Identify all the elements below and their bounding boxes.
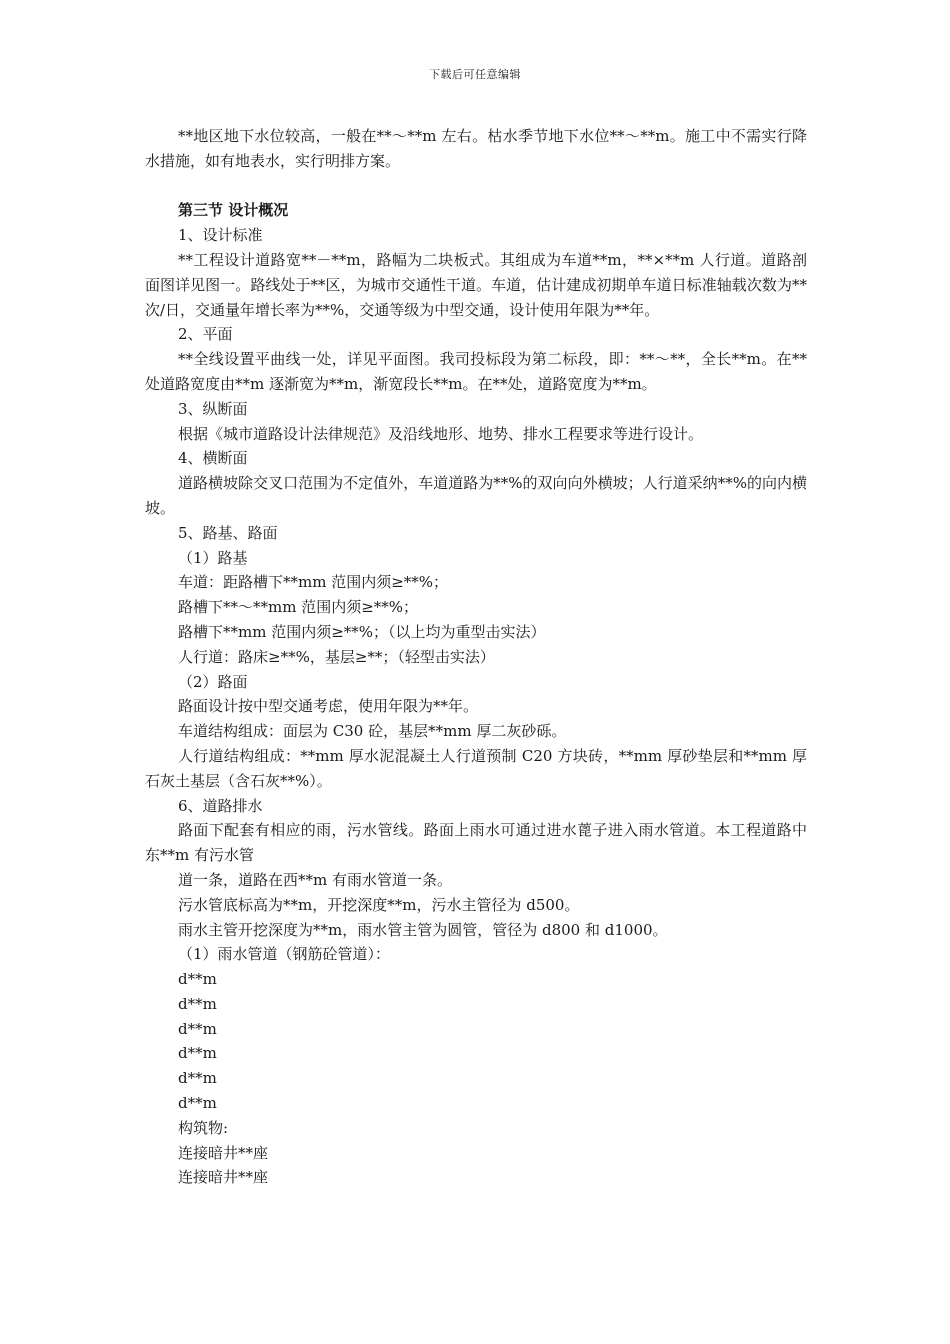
subheading-design-standard: 1、设计标准	[178, 226, 263, 245]
paragraph-cross-section: 道路横坡除交叉口范围为不定值外，车道道路为**%的双向向外横坡；人行道采纳**%的向内横坡。	[145, 474, 807, 517]
list-item: 连接暗井**座	[178, 1168, 269, 1187]
line-item: 路槽下**mm 范围内须≥**%；（以上均为重型击实法）	[178, 622, 546, 641]
list-item: d**m	[178, 1069, 217, 1088]
line-item: 道一条，道路在西**m 有雨水管道一条。	[178, 870, 452, 889]
line-item: 路面设计按中型交通考虑，使用年限为**年。	[178, 697, 479, 716]
list-item: d**m	[178, 994, 217, 1013]
subheading-longitudinal: 3、纵断面	[178, 399, 248, 418]
list-item: d**m	[178, 1044, 217, 1063]
document-body	[145, 124, 807, 1190]
subheading-subgrade: （1）路基	[178, 548, 248, 567]
paragraph-design-standard: **工程设计道路宽**－**m，路幅为二块板式。其组成为车道**m，**×**m 人行道。道路剖面图详见图一。路线处于**区，为城市交通性干道。车道，估计建成初期单车道日标准轴载次数为**次/日，交通量年增长率为**%，交通等级为中型交通，设计使用年限为**年。	[145, 250, 807, 319]
paragraph-plan: **全线设置平曲线一处，详见平面图。我司投标段为第二标段，即：**～**，全长**m。在**处道路宽度由**m 逐渐宽为**m，渐宽段长**m。在**处，道路宽度为**m。	[145, 350, 807, 393]
line-item: 人行道：路床≥**%，基层≥**；（轻型击实法）	[178, 647, 495, 666]
subheading-rain-pipe: （1）雨水管道（钢筋砼管道）：	[178, 945, 391, 964]
subheading-drainage: 6、道路排水	[178, 796, 263, 815]
paragraph-sidewalk-structure: 人行道结构组成：**mm 厚水泥混凝土人行道预制 C20 方块砖，**mm 厚砂垫层和**mm 厚石灰土基层（含石灰**%）。	[145, 746, 807, 790]
subheading-cross-section: 4、横断面	[178, 449, 248, 468]
line-item: 车道：距路槽下**mm 范围内须≥**%；	[178, 573, 449, 592]
list-item: 连接暗井**座	[178, 1143, 269, 1162]
list-item: d**m	[178, 1094, 217, 1113]
line-item: 路槽下**～**mm 范围内须≥**%；	[178, 598, 419, 617]
line-item: 车道结构组成：面层为 C30 砼，基层**mm 厚二灰砂砾。	[178, 722, 567, 741]
line-item: 雨水主管开挖深度为**m，雨水管主管为圆管，管径为 d800 和 d1000。	[178, 920, 668, 939]
section-heading: 第三节 设计概况	[178, 201, 289, 220]
subheading-subgrade-pavement: 5、路基、路面	[178, 523, 278, 542]
line-item: 构筑物:	[178, 1118, 229, 1137]
subheading-pavement: （2）路面	[178, 672, 248, 691]
list-item: d**m	[178, 1019, 217, 1038]
subheading-plan: 2、平面	[178, 325, 233, 344]
paragraph-drainage: 路面下配套有相应的雨，污水管线。路面上雨水可通过进水蓖子进入雨水管道。本工程道路中东**m 有污水管	[145, 821, 807, 865]
paragraph-groundwater: **地区地下水位较高，一般在**～**m 左右。枯水季节地下水位**～**m。施工中不需实行降水措施，如有地表水，实行明排方案。	[145, 127, 807, 170]
page-header: 下载后可任意编辑	[429, 68, 521, 81]
line-item: 污水管底标高为**m，开挖深度**m，污水主管径为 d500。	[178, 895, 580, 914]
list-item: d**m	[178, 970, 217, 989]
paragraph-longitudinal: 根据《城市道路设计法律规范》及沿线地形、地势、排水工程要求等进行设计。	[178, 424, 704, 443]
